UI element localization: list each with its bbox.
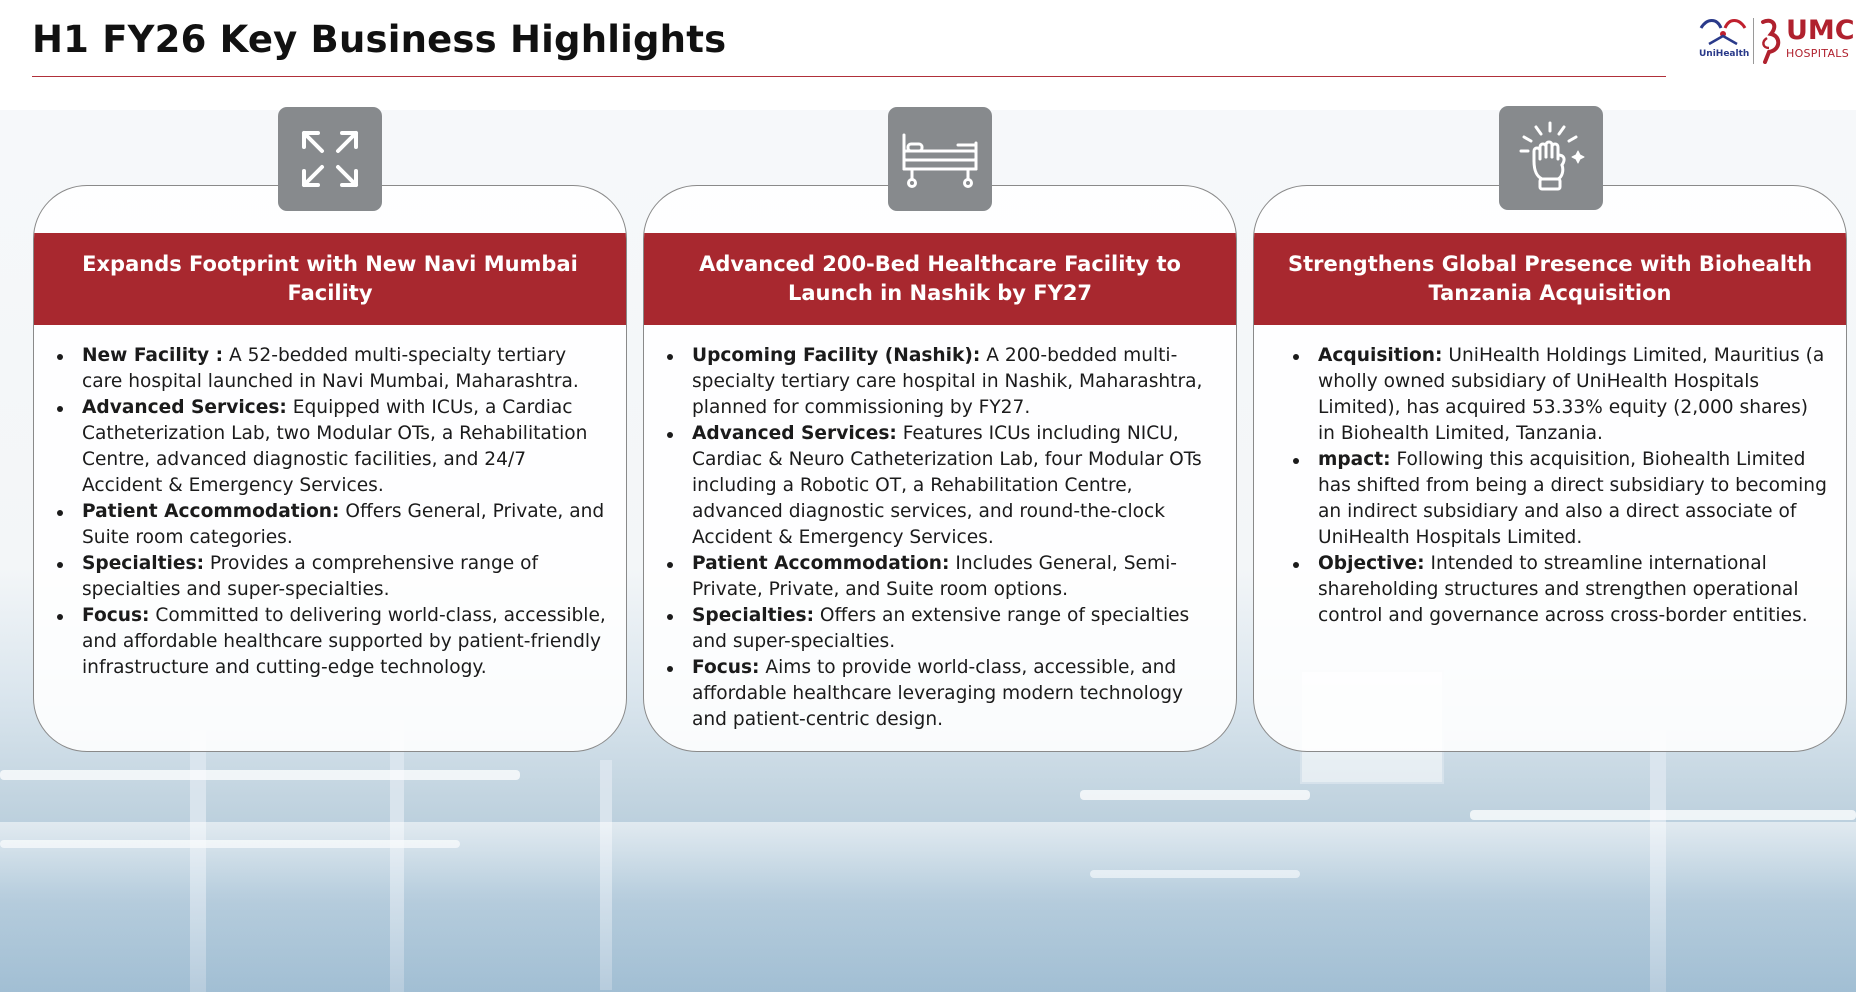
- bullet-label: Objective:: [1318, 553, 1425, 574]
- bullet-label: Patient Accommodation:: [82, 501, 340, 522]
- company-logo: [1695, 14, 1855, 66]
- page-title: H1 FY26 Key Business Highlights: [32, 18, 727, 61]
- card-bullet-list: [54, 343, 610, 681]
- highlight-card-nashik: [643, 185, 1237, 752]
- bullet-label: Advanced Services:: [692, 423, 897, 444]
- bullet-text: Features ICUs including NICU, Cardiac & Neuro Catheterization Lab, four Modular OTs including a Robotic OT, a Rehabilitation Centre, advanced diagnostic services, and round-the-clock Accident & Emergency Services.: [692, 423, 1202, 548]
- wall-handrail: [0, 770, 520, 780]
- bullet-label: mpact:: [1318, 449, 1391, 470]
- bullet-item: [692, 655, 1220, 733]
- highlight-card-tanzania: [1253, 185, 1847, 752]
- bullet-label: Focus:: [82, 605, 150, 626]
- umc-logo-icon: [1757, 18, 1785, 64]
- card-bullet-list: [664, 343, 1220, 733]
- bullet-item: [82, 499, 610, 551]
- unihealth-logo-icon: [1695, 14, 1751, 50]
- corridor-floor: [0, 822, 1856, 992]
- bullet-label: Advanced Services:: [82, 397, 287, 418]
- bullet-item: [82, 343, 610, 395]
- bullet-text: A 200-bedded multi-specialty tertiary care hospital in Nashik, Maharashtra, planned for commissioning by FY27.: [692, 345, 1203, 418]
- bullet-text: Committed to delivering world-class, accessible, and affordable healthcare supported by patient-friendly infrastructure and cutting-edge technology.: [82, 605, 606, 678]
- card-icon-badge: [1499, 106, 1603, 210]
- card-title: Advanced 200-Bed Healthcare Facility to Launch in Nashik by FY27: [644, 233, 1236, 325]
- hospital-bed-icon: [898, 129, 982, 189]
- logo-separator: [1753, 18, 1754, 64]
- bullet-text: Offers an extensive range of specialties and super-specialties.: [692, 605, 1190, 652]
- bullet-item: [82, 603, 610, 681]
- expand-arrows-icon: [300, 129, 360, 189]
- stretcher-rail: [1080, 790, 1310, 800]
- card-title: Expands Footprint with New Navi Mumbai Facility: [34, 233, 626, 325]
- bullet-text: Provides a comprehensive range of specialties and super-specialties.: [82, 553, 539, 600]
- bullet-item: [1318, 343, 1830, 447]
- bullet-item: [82, 395, 610, 499]
- card-icon-badge: [888, 107, 992, 211]
- card-bullet-list: [1290, 343, 1830, 629]
- bullet-label: Acquisition:: [1318, 345, 1443, 366]
- bullet-text: Equipped with ICUs, a Cardiac Catheterization Lab, two Modular OTs, a Rehabilitation Centre, advanced diagnostic facilities, and 24/7 Accident & Emergency Services.: [82, 397, 588, 496]
- highlight-card-navi-mumbai: [33, 185, 627, 752]
- bullet-item: [82, 551, 610, 603]
- bullet-text: Intended to streamline international shareholding structures and strengthen operational control and governance across cross-border entities.: [1318, 553, 1808, 626]
- bullet-text: Following this acquisition, Biohealth Limited has shifted from being a direct subsidiary to becoming an indirect subsidiary and also a direct associate of UniHealth Hospitals Limited.: [1318, 449, 1827, 548]
- bullet-item: [692, 603, 1220, 655]
- bullet-item: [692, 343, 1220, 421]
- umc-logo-text: UMC: [1786, 15, 1855, 46]
- bullet-text: A 52-bedded multi-specialty tertiary care hospital launched in Navi Mumbai, Maharashtra.: [82, 345, 579, 392]
- card-title: Strengthens Global Presence with Biohealth Tanzania Acquisition: [1254, 233, 1846, 325]
- umc-logo-subtext: HOSPITALS: [1786, 47, 1849, 60]
- card-icon-badge: [278, 107, 382, 211]
- bullet-label: Upcoming Facility (Nashik):: [692, 345, 981, 366]
- bullet-text: UniHealth Holdings Limited, Mauritius (a wholly owned subsidiary of UniHealth Hospitals Limited), has acquired 53.33% equity (2,000 shares) in Biohealth Limited, Tanzania.: [1318, 345, 1825, 444]
- bullet-label: Specialties:: [82, 553, 205, 574]
- unihealth-logo-text: UniHealth: [1699, 49, 1750, 59]
- bullet-text: Aims to provide world-class, accessible, and affordable healthcare leveraging modern technology and patient-centric design.: [692, 657, 1184, 730]
- bullet-label: New Facility :: [82, 345, 224, 366]
- title-divider: [32, 76, 1666, 77]
- wall-handrail: [1470, 810, 1856, 820]
- bullet-text: Includes General, Semi-Private, Private, and Suite room options.: [692, 553, 1177, 600]
- bullet-text: Offers General, Private, and Suite room categories.: [82, 501, 605, 548]
- bullet-item: [1318, 447, 1830, 551]
- bullet-item: [692, 421, 1220, 551]
- bullet-item: [1318, 551, 1830, 629]
- bullet-label: Patient Accommodation:: [692, 553, 950, 574]
- bullet-item: [692, 551, 1220, 603]
- bullet-label: Specialties:: [692, 605, 815, 626]
- raised-fist-icon: [1512, 119, 1590, 197]
- bullet-label: Focus:: [692, 657, 760, 678]
